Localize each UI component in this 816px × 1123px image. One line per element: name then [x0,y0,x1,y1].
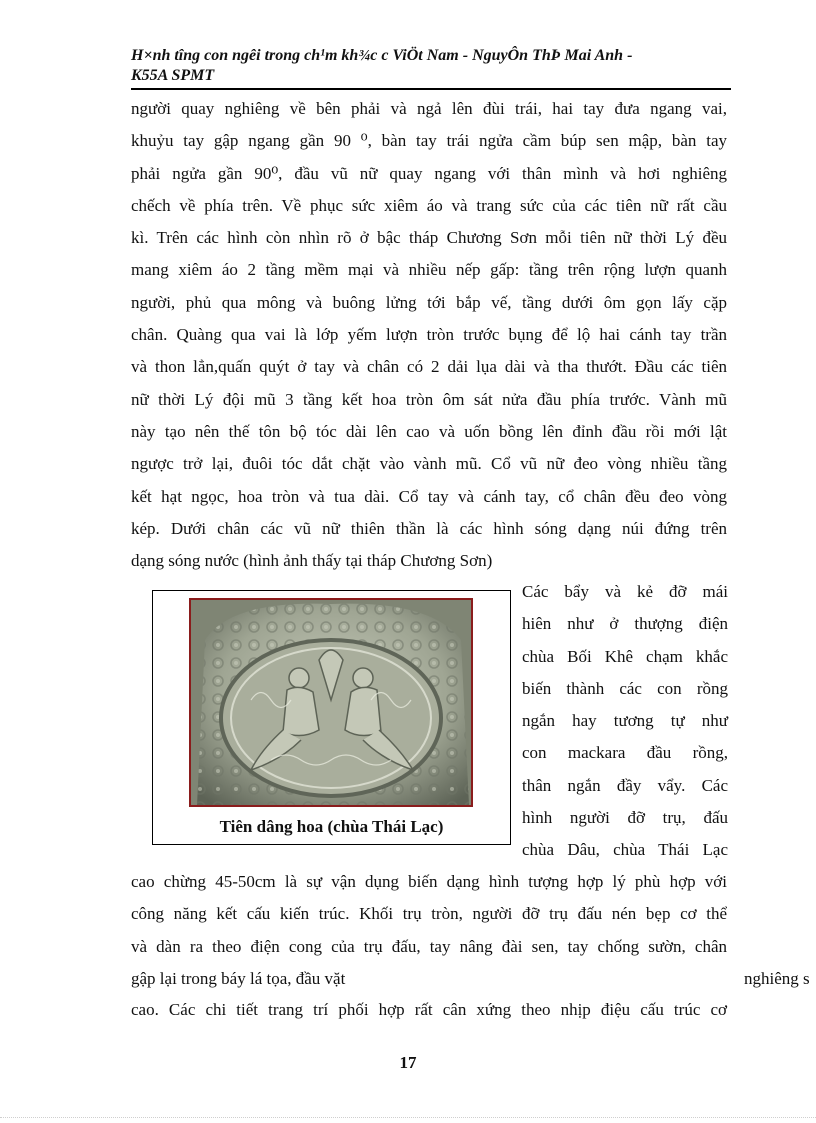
text-line: và thon lẳn,quấn quýt ở tay và chân có 2 dải lụa dài và tha thướt. Đầu các tiên [131,357,727,377]
text-line: chếch về phía trên. Về phục sức xiêm áo và trang sức của các tiên nữ rất cầu [131,195,727,215]
text-line: người, phủ qua mông và buông lửng tới bắp vế, tầng dưới ôm gọn lấy cặp [131,292,727,312]
text-line: ngắn hay tương tự như [522,711,728,731]
paragraph-1 [131,93,727,577]
running-header [131,46,731,90]
text-line: công năng kết cấu kiến trúc. Khối trụ tròn, người đỡ trụ đấu nén bẹp cơ thể [131,904,727,924]
text-line: chùa Dâu, chùa Thái Lạc [522,840,728,860]
split-line-right: nghiêng s [744,969,810,988]
figure-caption: Tiên dâng hoa (chùa Thái Lạc) [219,817,444,836]
text-line: người quay nghiêng về bên phải và ngả lên đùi trái, hai tay đưa ngang vai, [131,99,727,118]
page-number: 17 [399,1053,417,1072]
text-line: kì. Trên các hình còn nhìn rõ ở bậc tháp Chương Sơn mỗi tiên nữ thời Lý đều [131,228,727,248]
text-line: cao. Các chi tiết trang trí phối hợp rất cân xứng theo nhịp điệu cấu trúc cơ [131,1000,727,1019]
text-line: cao chừng 45-50cm là sự vận dụng biến dạng hình tượng hợp lý phù hợp với [131,872,727,891]
text-line: và dàn ra theo điện cong của trụ đấu, tay nâng đài sen, tay chống sườn, chân [131,936,727,956]
text-line: nữ thời Lý đội mũ 3 tầng kết hoa tròn ôm sát nửa đầu phía trước. Vành mũ [131,389,727,409]
text-line: này tạo nên thế tôn bộ tóc dài lên cao và uốn bồng lên đỉnh đầu rồi mới lật [131,421,727,441]
text-line: kết hạt ngọc, hoa tròn và tua dài. Cổ tay và cánh tay, cổ chân đều đeo vòng [131,486,727,506]
figure-box [152,590,511,845]
header-line-1: H×nh tîng con ngêi trong ch¹m kh¾c c ViÖt Nam - NguyÔn ThÞ Mai Anh - [131,47,633,64]
text-line: ngược trở lại, đuôi tóc dắt chặt vào vành mũ. Cổ vũ nữ đeo vòng nhiều tầng [131,454,727,474]
split-line-left: gập lại trong báy lá tọa, đầu vặt [131,969,346,988]
text-line: khuỷu tay gập ngang gần 90 ⁰, bàn tay trái ngửa cầm búp sen mập, bàn tay [131,131,727,151]
text-line: dạng sóng nước (hình ảnh thấy tại tháp Chương Sơn) [131,551,493,571]
paragraph-2 [131,866,727,963]
paragraph-3 [131,994,727,1026]
text-line: Các bẩy và kẻ đỡ mái [522,582,728,601]
text-line: hình người đỡ trụ, đấu [522,808,728,828]
relief-illustration [191,600,471,805]
text-line: kép. Dưới chân các vũ nữ thiên thần là các hình sóng dạng núi đứng trên [131,518,727,538]
text-line: phải ngửa gần 90⁰, đầu vũ nữ quay ngang với thân mình và hơi nghiêng [131,163,727,183]
text-line: con mackara đầu rồng, [522,743,728,763]
text-line: hiên như ở thượng điện [522,614,728,634]
text-line: chân. Quàng qua vai là lớp yếm lượn tròn trước bụng để lộ hai cánh tay trần [131,325,727,345]
page-bottom-rule [0,1117,816,1118]
side-column-text [522,576,728,867]
text-line: biến thành các con rồng [522,678,728,698]
header-line-2: K55A SPMT [131,67,215,84]
text-line: mang xiêm áo 2 tầng mềm mại và nhiều nếp gấp: tầng trên rộng lượn quanh [131,260,727,280]
text-line: thân ngắn đầy vẩy. Các [522,775,728,795]
carved-relief-image [189,598,473,807]
text-line: chùa Bối Khê chạm khắc [522,646,728,666]
